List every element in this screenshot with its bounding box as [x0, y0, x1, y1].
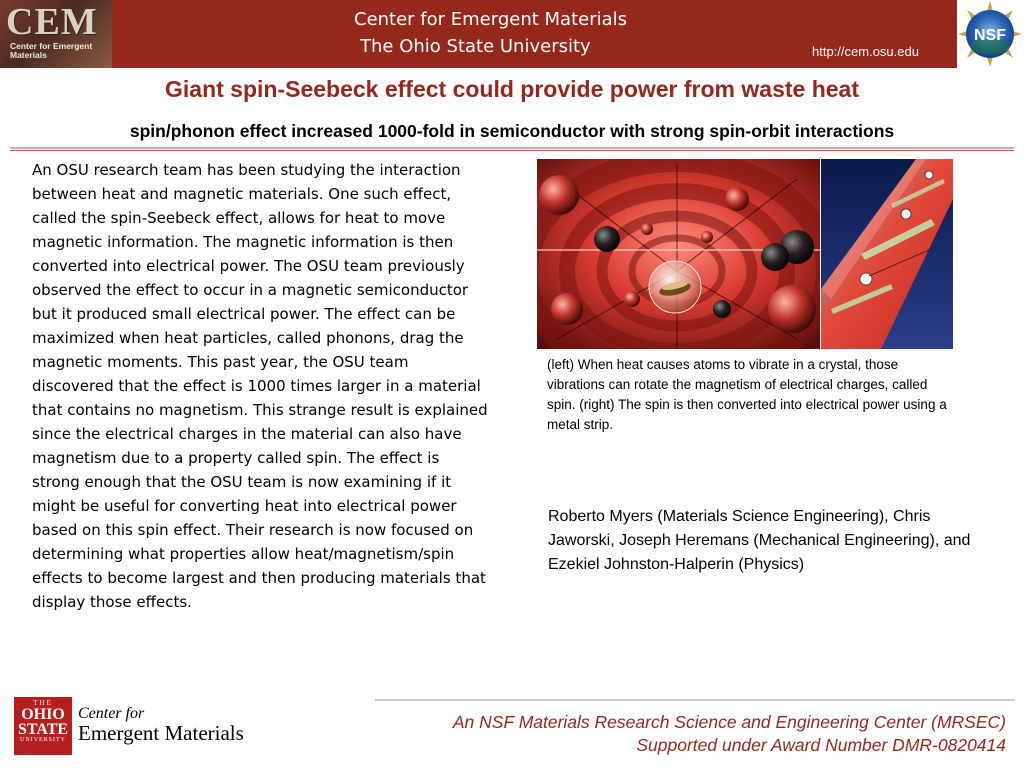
header-title-line1: Center for Emergent Materials [354, 9, 628, 30]
cem-footer-line1: Center for [78, 705, 145, 722]
cem-logo-text: CEM [6, 1, 98, 43]
title-divider [10, 147, 1014, 149]
title-divider-line [10, 150, 1014, 151]
authors-credit: Roberto Myers (Materials Science Engineering), Chris Jaworski, Joseph Heremans (Mechanical Engineering), and Ezekiel Johnston-Halperin (Physics) [548, 508, 971, 573]
body-paragraph: An OSU research team has been studying the interaction between heat and magnetic materials. One such effect, called the spin-Seebeck effect, allows for heat to move magnetic information. The magnetic information is then converted into electrical power. The OSU team previously observed the effect to occur in a magnetic semiconductor but it produced small electrical power. The effect can be maximized when heat particles, called phonons, drag the magnetic moments. This past year, the OSU team discovered that the effect is 1000 times larger in a material that contains no magnetism. This strange result is explained since the electrical charges in the material can also have magnetism due to a property called spin. The effect is strong enough that the OSU team is now examining if it might be useful for converting heat into electrical power based on this spin effect. Their research is now focused on determining what properties allow heat/magnetism/spin effects to become largest and then producing materials that display those effects. [32, 161, 488, 611]
header [0, 0, 1024, 68]
osu-logo-ohio: OHIO [21, 706, 65, 723]
figure-caption: (left) When heat causes atoms to vibrate in a crystal, those vibrations can rotate the magnetism of electrical charges, called spin. (right) The spin is then converted into electrical power using a metal strip. [547, 357, 947, 432]
footer-line2: Supported under Award Number DMR-0820414 [636, 735, 1006, 755]
spin-phonon-image [537, 159, 820, 349]
nsf-logo-text: NSF [974, 27, 1006, 44]
nsf-logo [957, 0, 1024, 68]
metal-strip-illustration [821, 159, 953, 349]
osu-logo-block [14, 697, 72, 755]
cem-logo [0, 0, 112, 68]
metal-strip-image [821, 159, 953, 349]
footer-funding-text [340, 711, 1006, 757]
slide-title: Giant spin-Seebeck effect could provide power from waste heat [165, 76, 859, 102]
nsf-logo-icon [957, 0, 1024, 68]
spin-phonon-illustration [537, 159, 820, 349]
osu-logo-state: STATE [17, 721, 69, 738]
osu-cem-logo [14, 697, 284, 755]
header-title [300, 6, 730, 60]
slide-subtitle: spin/phonon effect increased 1000-fold in semiconductor with strong spin-orbit interactions [129, 121, 895, 141]
cem-footer-line2: Emergent Materials [78, 721, 244, 745]
osu-logo-the: THE [33, 699, 53, 707]
osu-logo-university: UNIVERSITY [20, 737, 66, 743]
footer-line1: An NSF Materials Research Science and Engineering Center (MRSEC) [452, 712, 1006, 732]
cem-logo-subtext: Center for Emergent Materials [10, 41, 93, 60]
cem-footer-name [78, 705, 244, 746]
header-title-line2: The Ohio State University [360, 36, 591, 57]
footer-divider [375, 699, 1015, 701]
website-url[interactable]: http://cem.osu.edu [812, 44, 919, 59]
